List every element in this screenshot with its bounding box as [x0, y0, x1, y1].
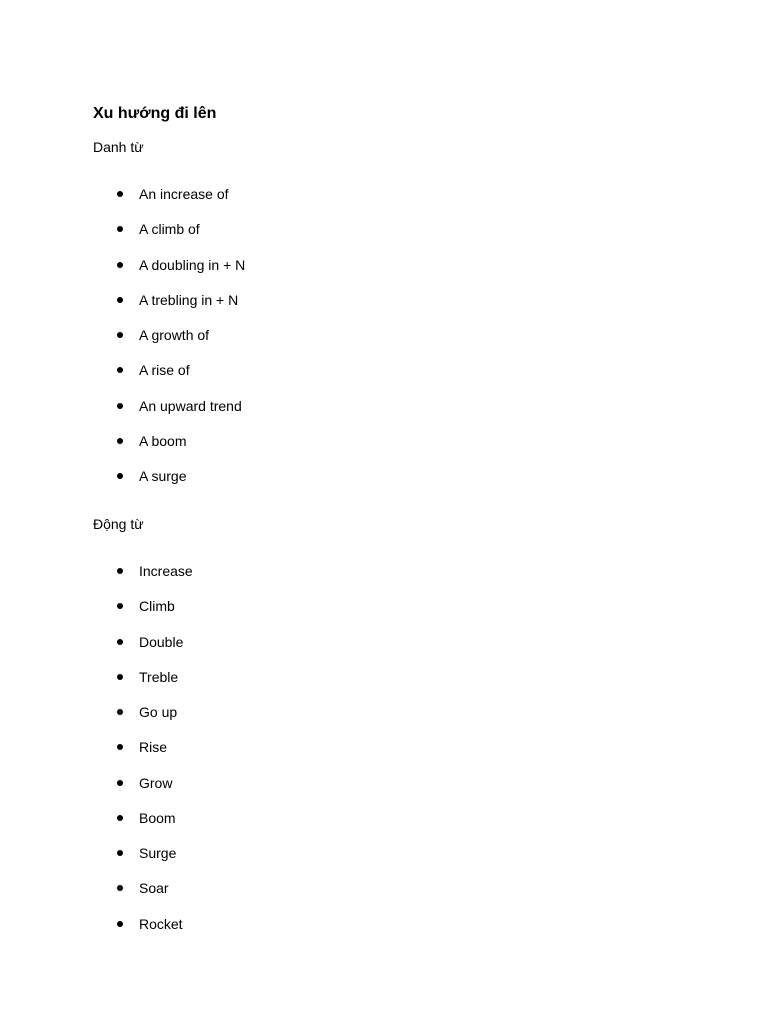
list-item-text: An increase of [139, 186, 229, 202]
bullet-icon [117, 367, 123, 373]
list-item-text: An upward trend [139, 397, 242, 414]
list-item-text: Rocket [139, 915, 183, 932]
bullet-icon [117, 674, 123, 680]
list-item-text: Increase [139, 563, 193, 579]
list-item-text: A trebling in + N [139, 291, 239, 308]
bullet-icon [117, 226, 123, 232]
list-item-text: Surge [139, 845, 177, 861]
bullet-icon [117, 403, 123, 409]
list-item-text: Rise [139, 739, 168, 756]
list-item-text: A climb of [139, 221, 200, 238]
bullet-icon [117, 885, 123, 891]
bullet-icon [117, 568, 123, 574]
bullet-icon [117, 850, 123, 856]
list-item-text: A boom [139, 432, 187, 449]
nouns-heading: Danh từ [93, 139, 144, 155]
bullet-icon [117, 815, 123, 821]
list-item-text: Treble [139, 668, 179, 685]
bullet-icon [117, 603, 123, 609]
list-item-text: A rise of [139, 362, 190, 379]
list-item-text: Soar [139, 880, 169, 897]
verbs-heading: Động từ [93, 516, 144, 532]
list-item-text: Climb [139, 598, 175, 615]
bullet-icon [117, 709, 123, 715]
list-item-text: Grow [139, 774, 173, 791]
list-item-text: Boom [139, 809, 176, 826]
bullet-icon [117, 639, 123, 645]
list-item-text: Double [139, 633, 184, 650]
bullet-icon [117, 191, 123, 197]
bullet-icon [117, 262, 123, 268]
bullet-icon [117, 780, 123, 786]
list-item-text: A surge [139, 468, 187, 484]
list-item-text: A growth of [139, 327, 210, 343]
bullet-icon [117, 921, 123, 927]
bullet-icon [117, 438, 123, 444]
list-item-text: A doubling in + N [139, 256, 246, 273]
bullet-icon [117, 332, 123, 338]
bullet-icon [117, 744, 123, 750]
bullet-icon [117, 473, 123, 479]
bullet-icon [117, 297, 123, 303]
document-title: Xu hướng đi lên [93, 105, 217, 122]
list-item-text: Go up [139, 704, 178, 720]
